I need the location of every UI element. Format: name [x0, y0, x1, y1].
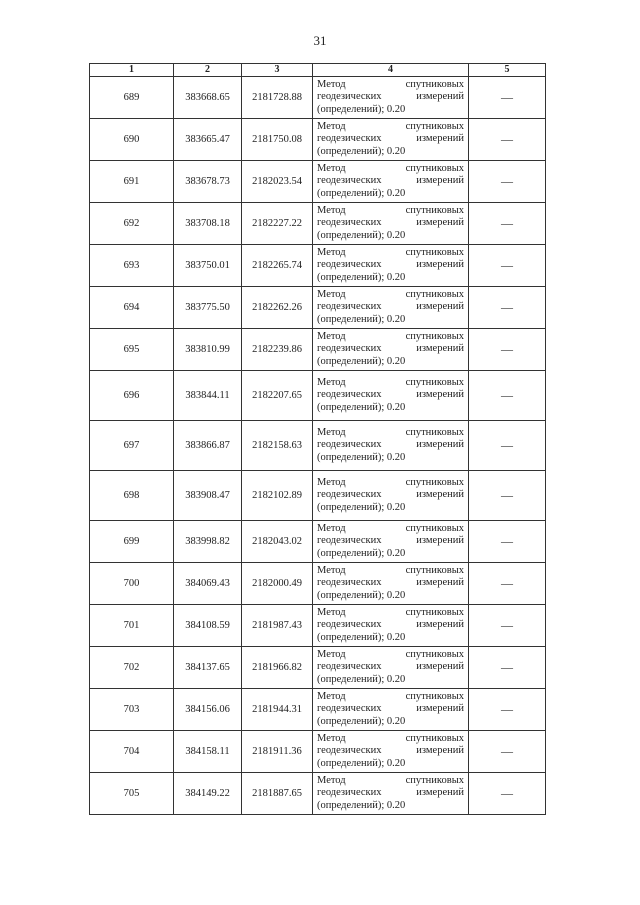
method-word: геодезических	[317, 439, 382, 451]
method-line-1	[317, 79, 464, 92]
method-line-2	[317, 301, 464, 314]
method-line-3: (определений); 0.20	[317, 313, 406, 325]
method-word: геодезических	[317, 259, 382, 271]
page-number: 31	[313, 33, 327, 48]
y-coordinate-cell: 2182207.65	[242, 371, 313, 421]
method-word: спутниковых	[405, 162, 464, 174]
method-word: спутниковых	[405, 376, 464, 388]
method-word: измерений	[416, 91, 464, 103]
note-cell: —	[469, 119, 546, 161]
method-cell	[313, 731, 469, 773]
point-number-cell: 696	[90, 371, 174, 421]
method-cell	[313, 203, 469, 245]
method-line-3: (определений); 0.20	[317, 757, 406, 769]
method-line-1	[317, 733, 464, 746]
y-coordinate-cell: 2182043.02	[242, 521, 313, 563]
note-cell: —	[469, 421, 546, 471]
method-word: геодезических	[317, 301, 382, 313]
method-line-3: (определений); 0.20	[317, 631, 406, 643]
x-coordinate-cell: 383998.82	[174, 521, 242, 563]
method-word: спутниковых	[405, 732, 464, 744]
method-line-1	[317, 205, 464, 218]
method-word: спутниковых	[405, 648, 464, 660]
note-cell: —	[469, 689, 546, 731]
method-cell	[313, 245, 469, 287]
method-cell	[313, 421, 469, 471]
y-coordinate-cell: 2181750.08	[242, 119, 313, 161]
note-cell: —	[469, 329, 546, 371]
method-line-2	[317, 745, 464, 758]
point-number-cell: 691	[90, 161, 174, 203]
method-word: геодезических	[317, 217, 382, 229]
method-line-2	[317, 217, 464, 230]
y-coordinate-cell: 2181728.88	[242, 77, 313, 119]
method-cell	[313, 563, 469, 605]
method-line-2	[317, 259, 464, 272]
point-number-cell: 694	[90, 287, 174, 329]
method-line-2	[317, 535, 464, 548]
method-line-3: (определений); 0.20	[317, 355, 406, 367]
method-word: Метод	[317, 564, 346, 576]
table-row	[90, 245, 546, 287]
x-coordinate-cell: 383668.65	[174, 77, 242, 119]
x-coordinate-cell: 384069.43	[174, 563, 242, 605]
x-coordinate-cell: 383750.01	[174, 245, 242, 287]
y-coordinate-cell: 2182239.86	[242, 329, 313, 371]
method-word: спутниковых	[405, 426, 464, 438]
x-coordinate-cell: 383678.73	[174, 161, 242, 203]
x-coordinate-cell: 384149.22	[174, 773, 242, 815]
x-coordinate-cell: 383866.87	[174, 421, 242, 471]
method-word: геодезических	[317, 489, 382, 501]
method-cell	[313, 371, 469, 421]
x-coordinate-cell: 383810.99	[174, 329, 242, 371]
note-cell: —	[469, 773, 546, 815]
method-word: геодезических	[317, 175, 382, 187]
method-word: геодезических	[317, 745, 382, 757]
y-coordinate-cell: 2182158.63	[242, 421, 313, 471]
x-coordinate-cell: 384156.06	[174, 689, 242, 731]
method-word: Метод	[317, 120, 346, 132]
method-word: спутниковых	[405, 120, 464, 132]
point-number-cell: 695	[90, 329, 174, 371]
method-line-1	[317, 691, 464, 704]
method-line-1	[317, 163, 464, 176]
method-word: измерений	[416, 259, 464, 271]
method-word: Метод	[317, 204, 346, 216]
method-cell	[313, 521, 469, 563]
point-number-cell: 689	[90, 77, 174, 119]
table-row	[90, 119, 546, 161]
y-coordinate-cell: 2182102.89	[242, 471, 313, 521]
method-word: Метод	[317, 690, 346, 702]
method-word: спутниковых	[405, 204, 464, 216]
table-body	[90, 77, 546, 815]
method-word: геодезических	[317, 133, 382, 145]
method-word: Метод	[317, 288, 346, 300]
method-word: измерений	[416, 745, 464, 757]
method-line-1	[317, 121, 464, 134]
table-row	[90, 521, 546, 563]
method-cell	[313, 773, 469, 815]
method-word: Метод	[317, 476, 346, 488]
method-word: геодезических	[317, 703, 382, 715]
method-line-2	[317, 619, 464, 632]
table-header-row	[90, 64, 546, 77]
method-word: геодезических	[317, 535, 382, 547]
table-row	[90, 647, 546, 689]
method-word: измерений	[416, 577, 464, 589]
method-word: измерений	[416, 619, 464, 631]
table-row	[90, 731, 546, 773]
method-word: спутниковых	[405, 606, 464, 618]
method-word: измерений	[416, 703, 464, 715]
note-cell: —	[469, 77, 546, 119]
method-line-2	[317, 489, 464, 502]
note-cell: —	[469, 371, 546, 421]
point-number-cell: 702	[90, 647, 174, 689]
method-line-3: (определений); 0.20	[317, 799, 406, 811]
method-word: измерений	[416, 787, 464, 799]
table-row	[90, 329, 546, 371]
method-word: Метод	[317, 774, 346, 786]
method-line-1	[317, 649, 464, 662]
method-cell	[313, 605, 469, 647]
method-word: измерений	[416, 301, 464, 313]
table-row	[90, 563, 546, 605]
method-word: Метод	[317, 246, 346, 258]
method-word: спутниковых	[405, 288, 464, 300]
method-word: измерений	[416, 343, 464, 355]
x-coordinate-cell: 383908.47	[174, 471, 242, 521]
x-coordinate-cell: 384108.59	[174, 605, 242, 647]
method-line-1	[317, 775, 464, 788]
method-word: измерений	[416, 133, 464, 145]
method-line-1	[317, 523, 464, 536]
method-word: спутниковых	[405, 330, 464, 342]
table-row	[90, 471, 546, 521]
method-word: измерений	[416, 439, 464, 451]
note-cell: —	[469, 647, 546, 689]
y-coordinate-cell: 2181944.31	[242, 689, 313, 731]
method-line-3: (определений); 0.20	[317, 673, 406, 685]
note-cell: —	[469, 245, 546, 287]
table-row	[90, 689, 546, 731]
method-line-1	[317, 427, 464, 440]
method-line-2	[317, 661, 464, 674]
method-word: геодезических	[317, 389, 382, 401]
x-coordinate-cell: 383844.11	[174, 371, 242, 421]
method-line-3: (определений); 0.20	[317, 187, 406, 199]
y-coordinate-cell: 2181887.65	[242, 773, 313, 815]
method-word: Метод	[317, 78, 346, 90]
method-word: геодезических	[317, 619, 382, 631]
x-coordinate-cell: 383775.50	[174, 287, 242, 329]
method-word: спутниковых	[405, 774, 464, 786]
x-coordinate-cell: 384137.65	[174, 647, 242, 689]
y-coordinate-cell: 2181911.36	[242, 731, 313, 773]
header-col-2: 2	[174, 64, 242, 77]
point-number-cell: 697	[90, 421, 174, 471]
header-col-1: 1	[90, 64, 174, 77]
table-row	[90, 161, 546, 203]
method-word: Метод	[317, 376, 346, 388]
method-word: спутниковых	[405, 522, 464, 534]
point-number-cell: 693	[90, 245, 174, 287]
method-line-1	[317, 331, 464, 344]
method-word: Метод	[317, 522, 346, 534]
method-line-2	[317, 703, 464, 716]
header-col-5: 5	[469, 64, 546, 77]
table-row	[90, 287, 546, 329]
point-number-cell: 703	[90, 689, 174, 731]
table-row	[90, 421, 546, 471]
table-row	[90, 605, 546, 647]
method-word: Метод	[317, 162, 346, 174]
point-number-cell: 705	[90, 773, 174, 815]
method-line-2	[317, 133, 464, 146]
method-line-3: (определений); 0.20	[317, 103, 406, 115]
table-row	[90, 773, 546, 815]
x-coordinate-cell: 383665.47	[174, 119, 242, 161]
method-cell	[313, 329, 469, 371]
coordinates-table-wrapper	[89, 63, 546, 815]
method-cell	[313, 119, 469, 161]
method-word: измерений	[416, 217, 464, 229]
method-word: измерений	[416, 535, 464, 547]
method-word: Метод	[317, 732, 346, 744]
method-line-3: (определений); 0.20	[317, 145, 406, 157]
method-word: измерений	[416, 661, 464, 673]
method-line-1	[317, 565, 464, 578]
method-line-2	[317, 389, 464, 402]
y-coordinate-cell: 2182265.74	[242, 245, 313, 287]
note-cell: —	[469, 203, 546, 245]
method-word: спутниковых	[405, 246, 464, 258]
method-line-3: (определений); 0.20	[317, 229, 406, 241]
point-number-cell: 692	[90, 203, 174, 245]
method-cell	[313, 77, 469, 119]
method-line-2	[317, 787, 464, 800]
y-coordinate-cell: 2182227.22	[242, 203, 313, 245]
method-line-3: (определений); 0.20	[317, 501, 406, 513]
method-line-3: (определений); 0.20	[317, 451, 406, 463]
method-cell	[313, 689, 469, 731]
point-number-cell: 699	[90, 521, 174, 563]
y-coordinate-cell: 2181987.43	[242, 605, 313, 647]
note-cell: —	[469, 471, 546, 521]
y-coordinate-cell: 2182000.49	[242, 563, 313, 605]
method-word: геодезических	[317, 661, 382, 673]
table-row	[90, 371, 546, 421]
point-number-cell: 698	[90, 471, 174, 521]
coordinates-table	[89, 63, 546, 815]
method-word: геодезических	[317, 787, 382, 799]
note-cell: —	[469, 161, 546, 203]
method-word: геодезических	[317, 577, 382, 589]
method-line-3: (определений); 0.20	[317, 401, 406, 413]
method-line-3: (определений); 0.20	[317, 271, 406, 283]
method-word: спутниковых	[405, 78, 464, 90]
method-word: Метод	[317, 330, 346, 342]
method-line-1	[317, 477, 464, 490]
method-word: геодезических	[317, 91, 382, 103]
x-coordinate-cell: 383708.18	[174, 203, 242, 245]
y-coordinate-cell: 2182262.26	[242, 287, 313, 329]
note-cell: —	[469, 731, 546, 773]
method-word: измерений	[416, 389, 464, 401]
method-word: спутниковых	[405, 476, 464, 488]
point-number-cell: 700	[90, 563, 174, 605]
method-word: спутниковых	[405, 564, 464, 576]
method-word: Метод	[317, 606, 346, 618]
point-number-cell: 704	[90, 731, 174, 773]
header-col-3: 3	[242, 64, 313, 77]
method-line-1	[317, 607, 464, 620]
note-cell: —	[469, 563, 546, 605]
method-word: измерений	[416, 175, 464, 187]
method-line-3: (определений); 0.20	[317, 547, 406, 559]
method-cell	[313, 287, 469, 329]
method-cell	[313, 161, 469, 203]
y-coordinate-cell: 2181966.82	[242, 647, 313, 689]
method-line-1	[317, 377, 464, 390]
method-line-2	[317, 175, 464, 188]
note-cell: —	[469, 287, 546, 329]
point-number-cell: 701	[90, 605, 174, 647]
method-cell	[313, 647, 469, 689]
method-word: геодезических	[317, 343, 382, 355]
table-row	[90, 203, 546, 245]
method-line-2	[317, 439, 464, 452]
x-coordinate-cell: 384158.11	[174, 731, 242, 773]
note-cell: —	[469, 605, 546, 647]
y-coordinate-cell: 2182023.54	[242, 161, 313, 203]
method-word: Метод	[317, 648, 346, 660]
method-line-2	[317, 91, 464, 104]
method-line-1	[317, 247, 464, 260]
method-cell	[313, 471, 469, 521]
method-line-2	[317, 343, 464, 356]
method-word: измерений	[416, 489, 464, 501]
method-word: Метод	[317, 426, 346, 438]
method-line-1	[317, 289, 464, 302]
method-word: спутниковых	[405, 690, 464, 702]
note-cell: —	[469, 521, 546, 563]
method-line-2	[317, 577, 464, 590]
point-number-cell: 690	[90, 119, 174, 161]
method-line-3: (определений); 0.20	[317, 589, 406, 601]
table-row	[90, 77, 546, 119]
header-col-4: 4	[313, 64, 469, 77]
method-line-3: (определений); 0.20	[317, 715, 406, 727]
